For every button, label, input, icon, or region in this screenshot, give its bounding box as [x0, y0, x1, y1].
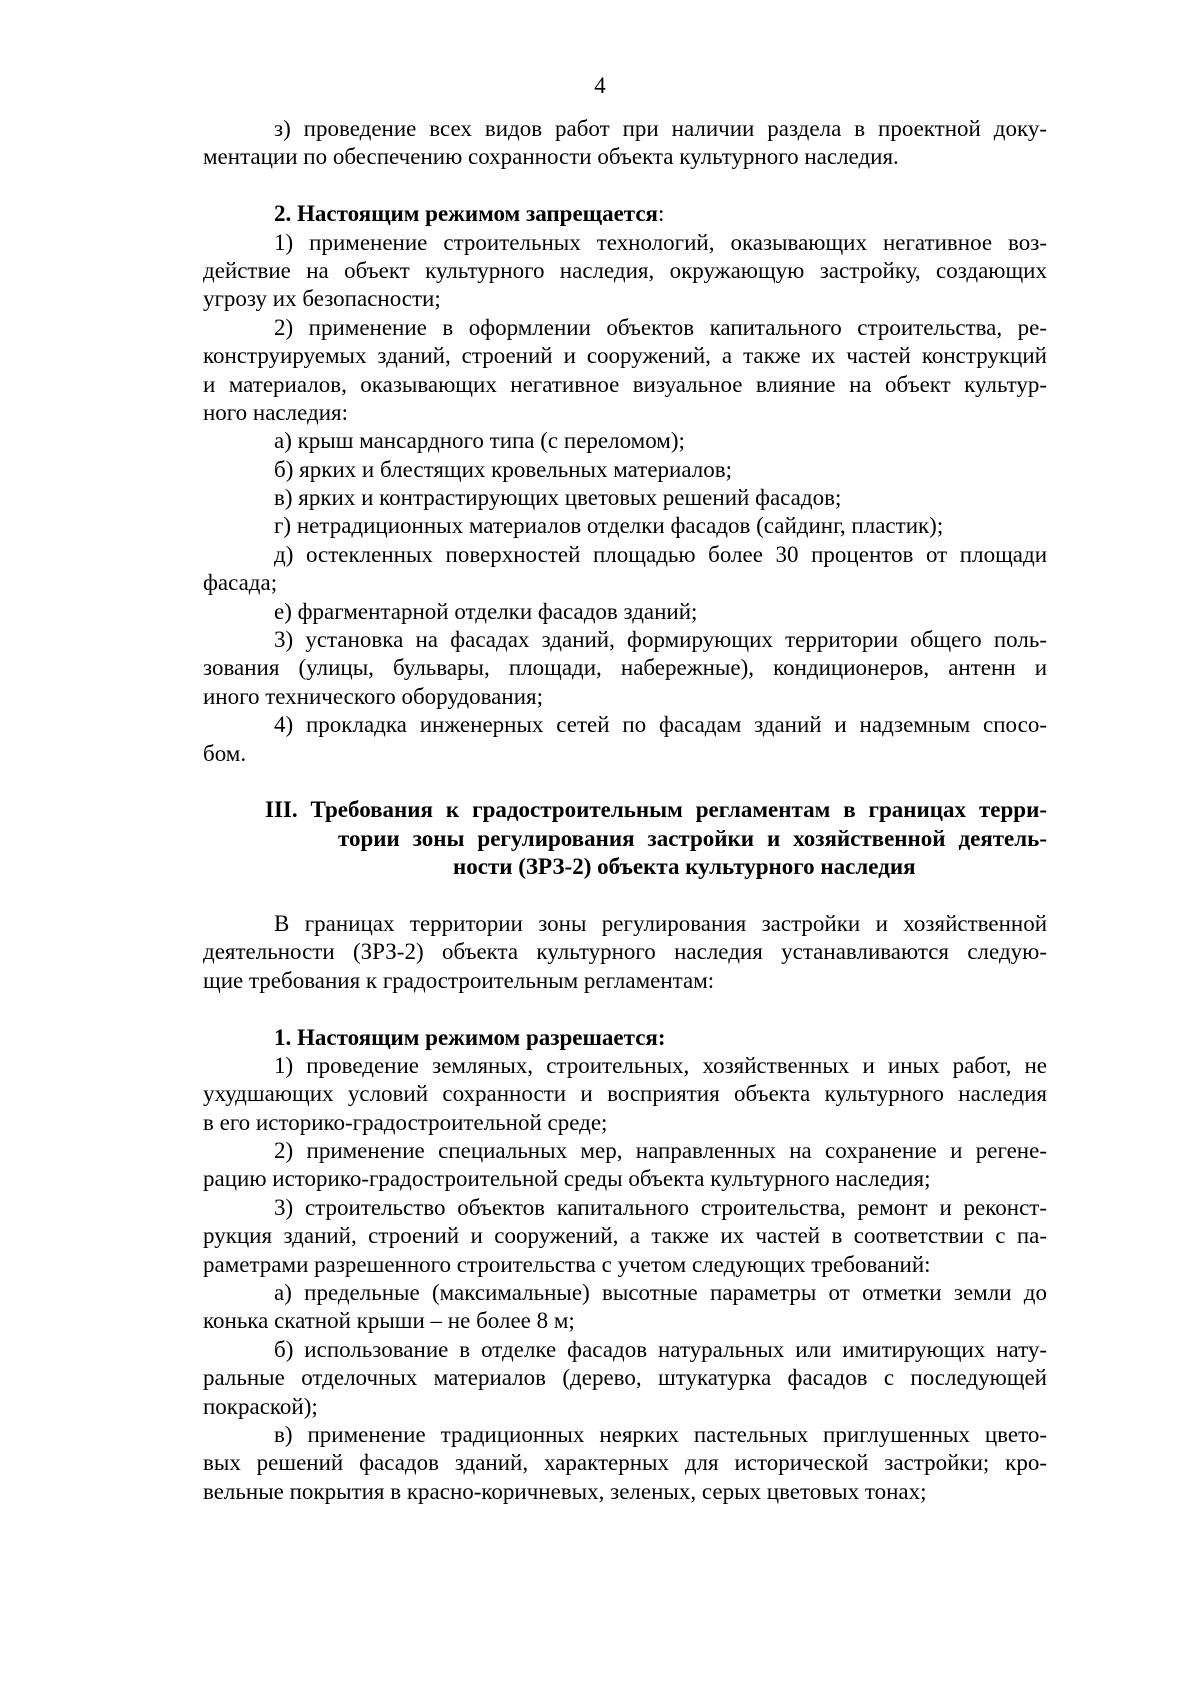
section2-item2-line: и материалов, оказывающих негативное визуальное влияние на объект культур- — [203, 371, 1047, 397]
section3-sub-b-line: ральные отделочных материалов (дерево, штукатурка фасадов с последующей — [203, 1365, 1047, 1391]
section2-sub-e: е) фрагментарной отделки фасадов зданий; — [274, 598, 698, 624]
section2-sub-b: б) ярких и блестящих кровельных материалов; — [274, 456, 732, 482]
section3-sub-v-line: в) применение традиционных неярких пастельных приглушенных цвето- — [274, 1421, 1047, 1447]
page-number: 4 — [594, 73, 606, 98]
section3-item1-line: в его историко-градостроительной среде; — [203, 1109, 608, 1135]
section3-heading-line: тории зоны регулирования застройки и хозяйственной деятель- — [338, 825, 1047, 851]
section3-item2-line: 2) применение специальных мер, направленных на сохранение и регене- — [274, 1138, 1047, 1164]
section3-item1-line: 1) проведение земляных, строительных, хозяйственных и иных работ, не — [274, 1052, 1047, 1078]
section3-heading-line: ности (ЗРЗ-2) объекта культурного наследия — [453, 854, 916, 880]
section3-sub-a-line: а) предельные (максимальные) высотные параметры от отметки земли до — [274, 1280, 1047, 1306]
section2-heading-text: 2. Настоящим режимом запрещается — [274, 201, 659, 227]
section3-sub-b-line: покраской); — [203, 1393, 318, 1419]
section2-sub-g: г) нетрадиционных материалов отделки фасадов (сайдинг, пластик); — [274, 513, 944, 539]
section2-item2-line: 2) применение в оформлении объектов капитального строительства, ре- — [274, 314, 1047, 340]
section2-sub-v: в) ярких и контрастирующих цветовых решений фасадов; — [274, 485, 842, 511]
section3-item2-line: рацию историко-градостроительной среды объекта культурного наследия; — [203, 1166, 931, 1192]
section2-item2-line: ного наследия: — [203, 399, 349, 425]
section2-item4-line: бом. — [203, 740, 247, 766]
section2-sub-d-line: фасада; — [203, 570, 278, 596]
section3-item3-line: рукция зданий, строений и сооружений, а также их частей в соответствии с па- — [203, 1223, 1047, 1249]
section3-sub-a-line: конька скатной крыши – не более 8 м; — [203, 1308, 575, 1334]
intro-line: ментации по обеспечению сохранности объекта культурного наследия. — [203, 144, 899, 170]
section3-sub-v-line: вельные покрытия в красно-коричневых, зеленых, серых цветовых тонах; — [203, 1478, 927, 1504]
section2-item1-line: угрозу их безопасности; — [203, 286, 441, 312]
section3-intro-line: щие требования к градостроительным регламентам: — [203, 967, 715, 993]
paragraph-gap — [203, 172, 1047, 200]
section3-heading-line: III. Требования к градостроительным регламентам в границах терри- — [265, 797, 1047, 823]
section3-item3-line: 3) строительство объектов капитального строительства, ремонт и реконст- — [274, 1194, 1047, 1220]
paragraph-gap — [203, 768, 1047, 796]
paragraph-gap — [203, 995, 1047, 1023]
section2-heading — [203, 200, 1047, 228]
document-body — [203, 115, 1047, 1506]
section2-item4-line: 4) прокладка инженерных сетей по фасадам зданий и надземным спосо- — [274, 712, 1047, 738]
section3-intro-line: деятельности (ЗРЗ-2) объекта культурного наследия устанавливаются следую- — [203, 939, 1047, 965]
section3-item3-line: раметрами разрешенного строительства с учетом следующих требований: — [203, 1251, 931, 1277]
section2-item3-line: зования (улицы, бульвары, площади, набережные), кондиционеров, антенн и — [203, 655, 1047, 681]
section2-sub-a: а) крыш мансардного типа (с переломом); — [274, 428, 685, 454]
section3-item1-line: ухудшающих условий сохранности и восприятия объекта культурного наследия — [203, 1081, 1047, 1107]
section3-sub-b-line: б) использование в отделке фасадов натуральных или имитирующих нату- — [274, 1336, 1047, 1362]
section2-heading-colon: : — [658, 201, 665, 227]
intro-line: з) проведение всех видов работ при наличии раздела в проектной доку- — [274, 116, 1047, 141]
section2-item3-line: 3) установка на фасадах зданий, формирующих территории общего поль- — [274, 627, 1047, 653]
section2-item2-line: конструируемых зданий, строений и сооружений, а также их частей конструкций — [203, 343, 1047, 369]
section3-sub-v-line: вых решений фасадов зданий, характерных для исторической застройки; кро- — [203, 1450, 1047, 1476]
paragraph-gap — [203, 882, 1047, 910]
section2-item1-line: 1) применение строительных технологий, оказывающих негативное воз- — [274, 229, 1047, 255]
section2-item1-line: действие на объект культурного наследия, окружающую застройку, создающих — [203, 257, 1047, 283]
section2-item3-line: иного технического оборудования; — [203, 683, 543, 709]
section3-subheading: 1. Настоящим режимом разрешается: — [274, 1024, 666, 1050]
section2-sub-d-line: д) остекленных поверхностей площадью более 30 процентов от площади — [274, 541, 1047, 567]
section3-intro-line: В границах территории зоны регулирования застройки и хозяйственной — [274, 910, 1047, 936]
